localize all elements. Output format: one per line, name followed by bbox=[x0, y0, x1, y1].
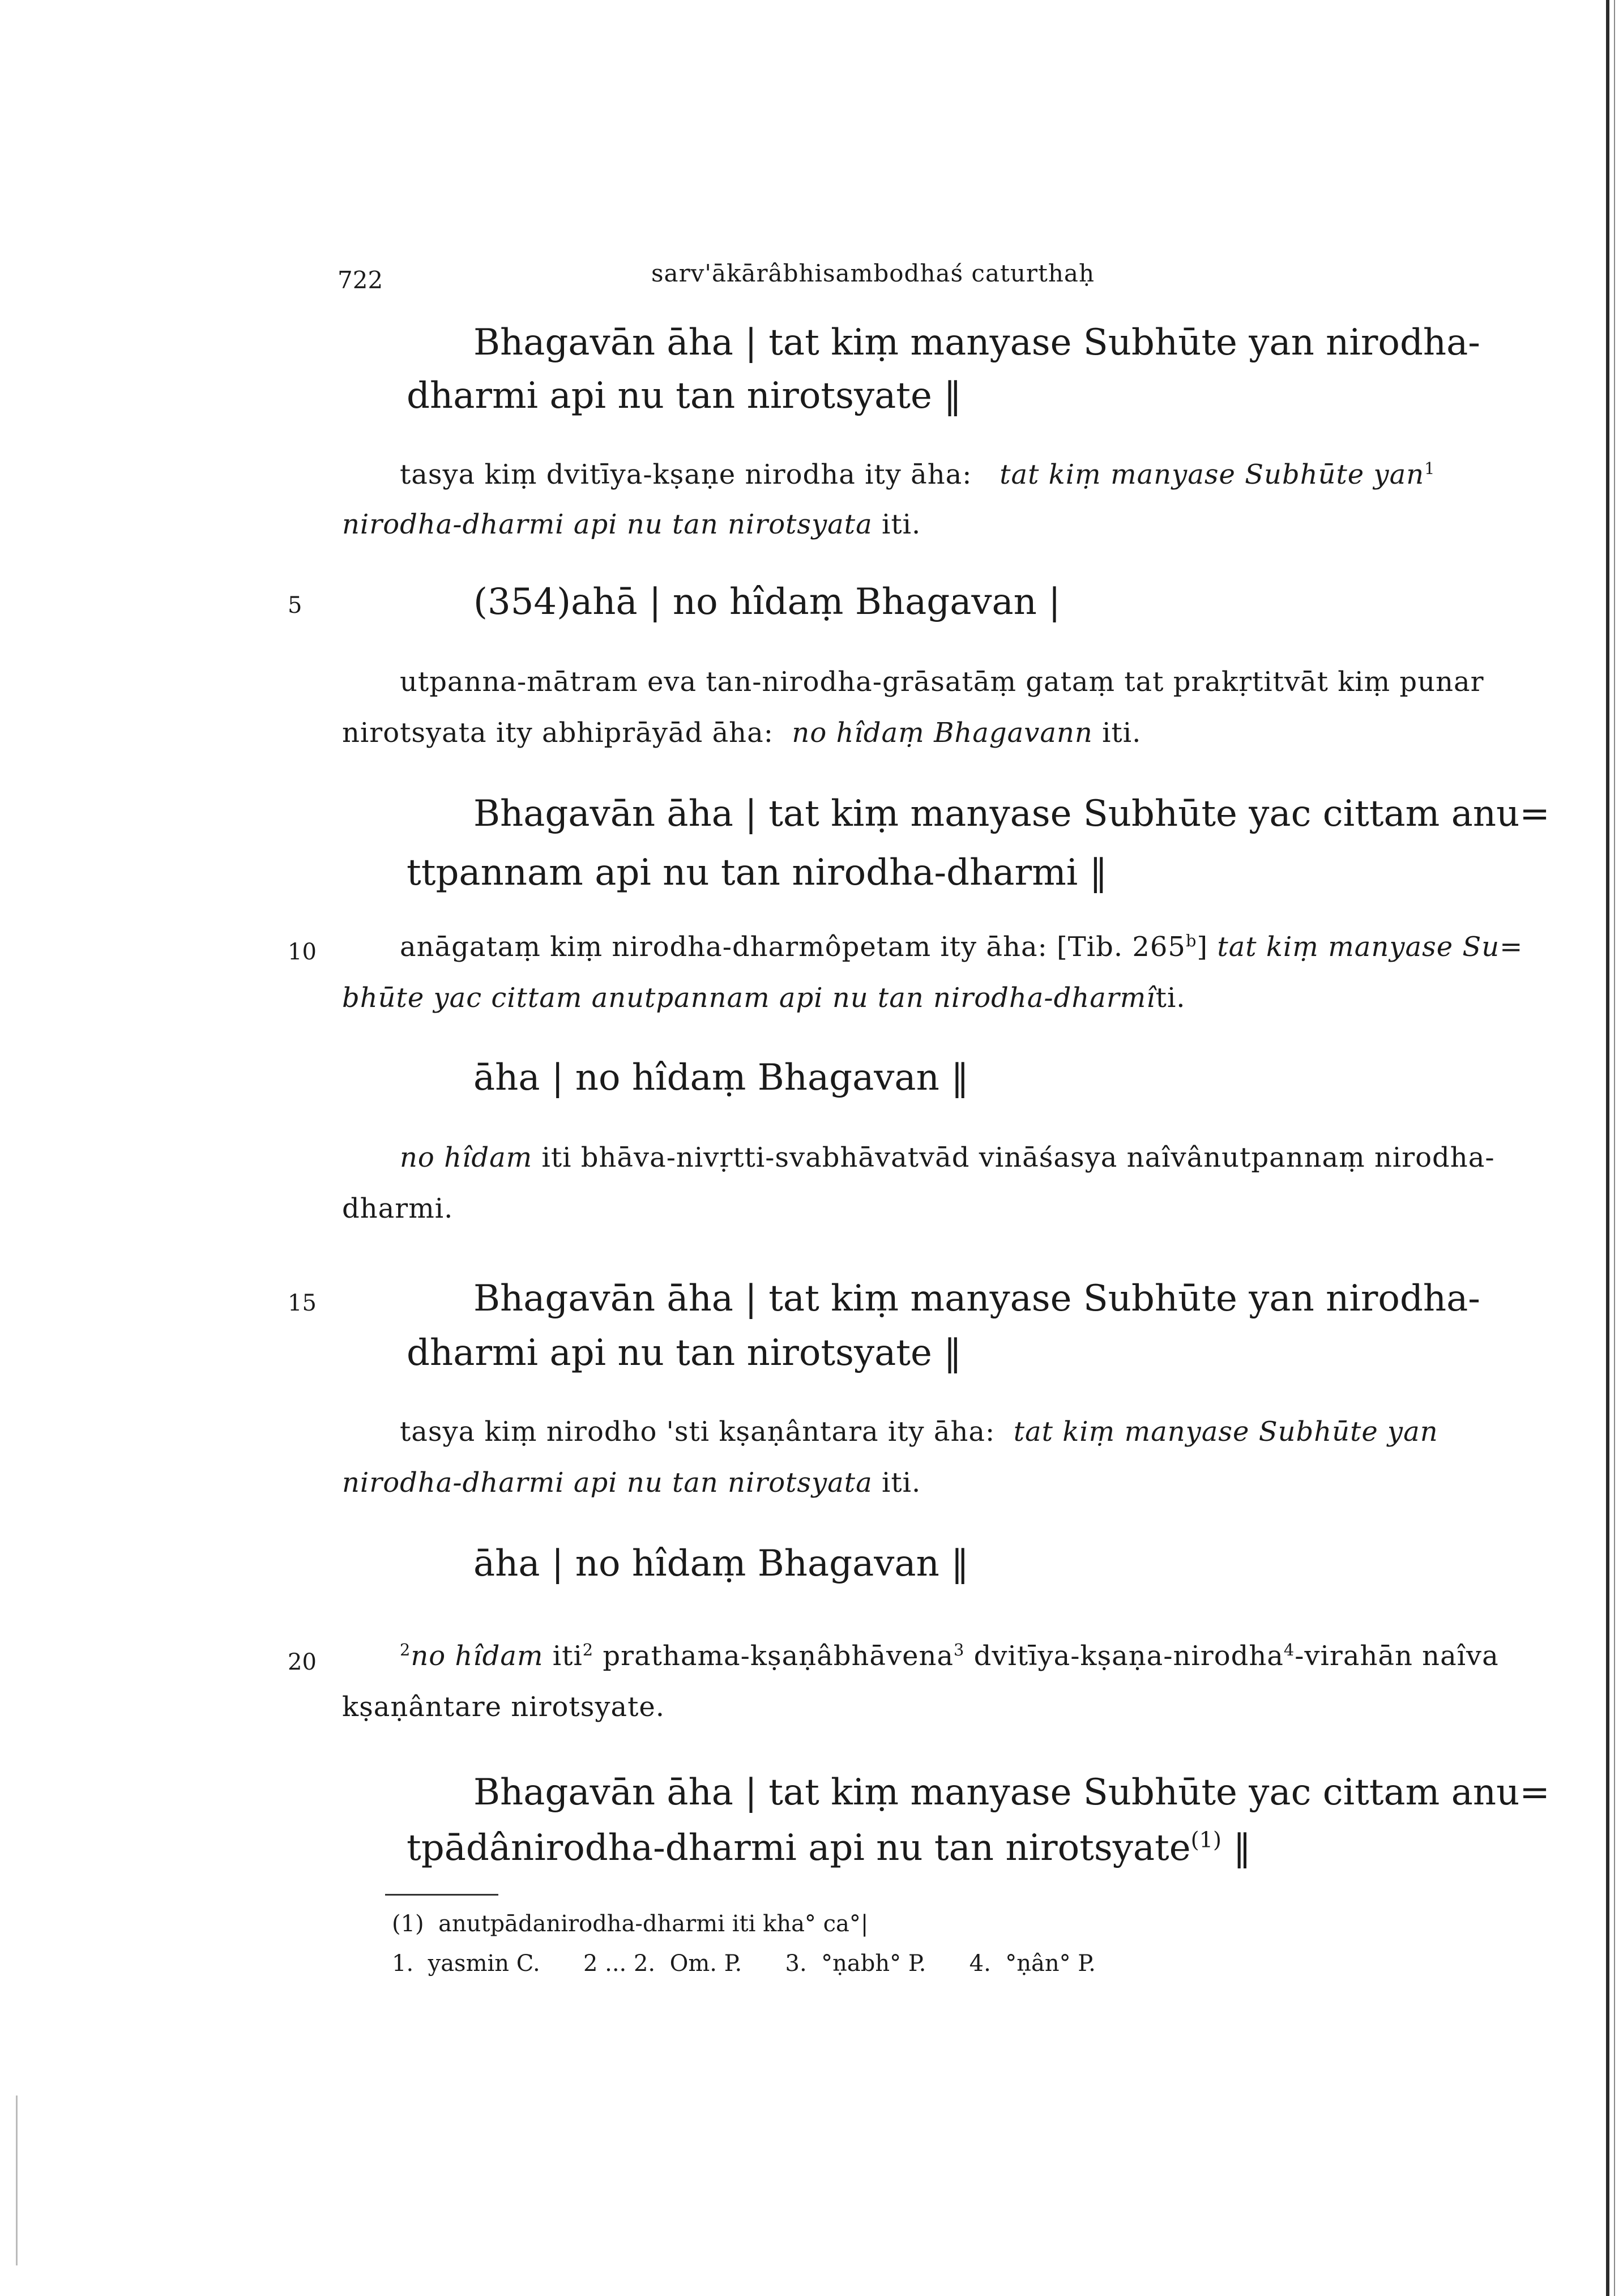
commentary-line: dharmi. bbox=[342, 1193, 454, 1224]
quoted-root-italic: nirodha-dharmi api nu tan nirotsyata bbox=[342, 509, 873, 540]
line-number-15: 15 bbox=[288, 1290, 317, 1316]
commentary-text: -virahān naîva bbox=[1295, 1640, 1499, 1672]
quoted-root-italic: tat kiṃ manyase Subhūte yan bbox=[1013, 1416, 1438, 1448]
footnote-ref: 1 bbox=[1424, 459, 1436, 478]
quoted-root-italic: nirodha-dharmi api nu tan nirotsyata bbox=[342, 1467, 873, 1499]
root-text-line: ttpannam api nu tan nirodha-dharmi ‖ bbox=[407, 852, 1108, 894]
commentary-line bbox=[342, 982, 1186, 1014]
page-number: 722 bbox=[338, 266, 383, 294]
root-text-line: (354)ahā | no hîdaṃ Bhagavan | bbox=[473, 581, 1061, 623]
footnote-ref: 4 bbox=[1283, 1640, 1295, 1659]
page-edge-line bbox=[1614, 0, 1615, 2296]
quoted-root-italic: no hîdam bbox=[400, 1142, 533, 1173]
commentary-line bbox=[342, 717, 1141, 749]
commentary-line bbox=[400, 1640, 1499, 1672]
root-text-line: Bhagavān āha | tat kiṃ manyase Subhūte yac cittam anu= bbox=[473, 793, 1550, 835]
commentary-text: ] bbox=[1197, 931, 1208, 963]
footnote-line: (1) anutpādanirodha-dharmi iti kha° ca°| bbox=[392, 1911, 869, 1937]
scan-margin-mark bbox=[16, 2096, 18, 2265]
running-head: sarv'ākārâbhisambodhaś caturthaḥ bbox=[651, 259, 1095, 287]
commentary-text: tasya kiṃ dvitīya-kṣaṇe nirodha ity āha: bbox=[400, 459, 972, 490]
commentary-line bbox=[400, 1142, 1495, 1173]
line-number-5: 5 bbox=[288, 592, 302, 618]
commentary-text: anāgataṃ kiṃ nirodha-dharmôpetam ity āha: [Tib. 265 bbox=[400, 931, 1186, 963]
root-text-line: āha | no hîdaṃ Bhagavan ‖ bbox=[473, 1543, 969, 1585]
commentary-text: iti bbox=[552, 1640, 583, 1672]
root-text-line: dharmi api nu tan nirotsyate ‖ bbox=[407, 375, 962, 417]
quoted-root-italic: no hîdaṃ Bhagavann bbox=[792, 717, 1093, 749]
footnote-ref: 2 bbox=[582, 1640, 594, 1659]
commentary-text: iti. bbox=[881, 1467, 921, 1499]
line-number-10: 10 bbox=[288, 939, 317, 965]
commentary-text: dvitīya-kṣaṇa-nirodha bbox=[973, 1640, 1284, 1672]
root-text-line: āha | no hîdaṃ Bhagavan ‖ bbox=[473, 1057, 969, 1099]
root-text-line: Bhagavān āha | tat kiṃ manyase Subhūte yan nirodha- bbox=[473, 322, 1480, 364]
footnote-ref: (1) bbox=[1190, 1827, 1222, 1853]
quoted-root-italic: tat kiṃ manyase Su= bbox=[1217, 931, 1523, 963]
commentary-text: nirotsyata ity abhiprāyād āha: bbox=[342, 717, 774, 749]
quoted-root-italic: tat kiṃ manyase Subhūte yan bbox=[1000, 459, 1425, 490]
commentary-line bbox=[400, 931, 1523, 963]
line-number-20: 20 bbox=[288, 1649, 317, 1675]
commentary-text: ti. bbox=[1155, 982, 1186, 1014]
commentary-text: tasya kiṃ nirodho 'sti kṣaṇântara ity āha: bbox=[400, 1416, 996, 1448]
commentary-text: iti. bbox=[1102, 717, 1142, 749]
root-text: tpādânirodha-dharmi api nu tan nirotsyate bbox=[407, 1827, 1191, 1869]
footnote-ref: b bbox=[1185, 931, 1197, 950]
commentary-line: utpanna-mātram eva tan-nirodha-grāsatāṃ gataṃ tat prakṛtitvāt kiṃ punar bbox=[400, 666, 1484, 698]
page-edge-shadow bbox=[1606, 0, 1609, 2296]
commentary-line bbox=[400, 1416, 1438, 1448]
commentary-text: iti. bbox=[881, 509, 921, 540]
quoted-root-italic: no hîdam bbox=[411, 1640, 544, 1672]
footnote-line: 1. yasmin C. 2 ... 2. Om. P. 3. °ṇabh° P. 4. °ṇân° P. bbox=[392, 1951, 1096, 1977]
root-text-line: Bhagavān āha | tat kiṃ manyase Subhūte yac cittam anu= bbox=[473, 1772, 1550, 1813]
commentary-line bbox=[342, 509, 921, 540]
commentary-line bbox=[400, 459, 1435, 490]
root-text-line: dharmi api nu tan nirotsyate ‖ bbox=[407, 1332, 962, 1374]
footnote-ref: 3 bbox=[954, 1640, 965, 1659]
double-danda: ‖ bbox=[1233, 1827, 1252, 1869]
commentary-line bbox=[342, 1467, 921, 1499]
commentary-text: iti bhāva-nivṛtti-svabhāvatvād vināśasya naîvânutpannaṃ nirodha- bbox=[541, 1142, 1495, 1173]
footnote-rule bbox=[385, 1894, 498, 1896]
root-text-line: Bhagavān āha | tat kiṃ manyase Subhūte yan nirodha- bbox=[473, 1278, 1480, 1320]
root-text-line bbox=[407, 1827, 1251, 1869]
footnote-ref: 2 bbox=[400, 1640, 411, 1659]
commentary-line: kṣaṇântare nirotsyate. bbox=[342, 1691, 665, 1723]
quoted-root-italic: bhūte yac cittam anutpannam api nu tan nirodha-dharmî bbox=[342, 982, 1156, 1014]
commentary-text: prathama-kṣaṇâbhāvena bbox=[603, 1640, 954, 1672]
